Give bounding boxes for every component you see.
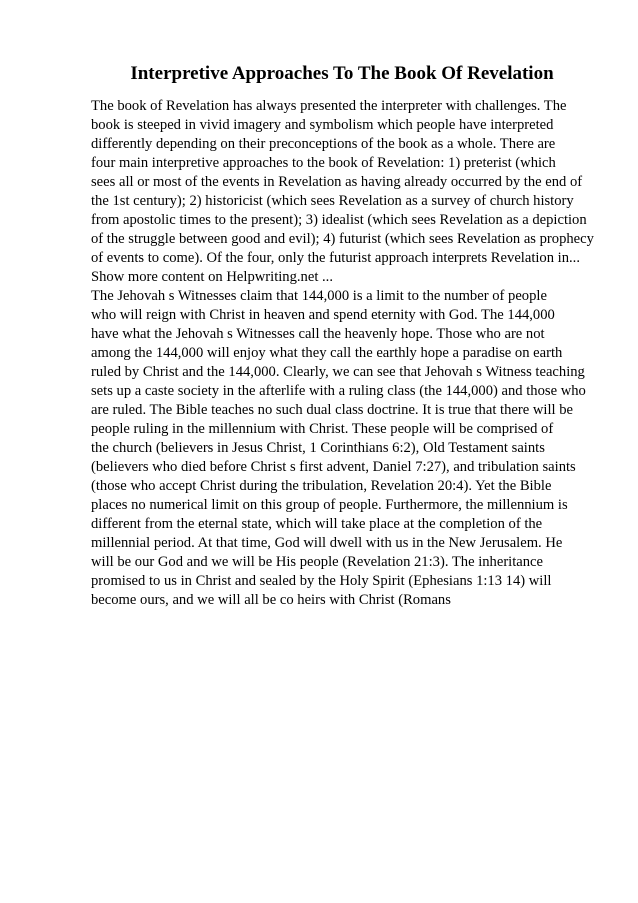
body-line: sets up a caste society in the afterlife with a ruling class (the 144,000) and those who — [91, 383, 586, 399]
body-line: are ruled. The Bible teaches no such dual class doctrine. It is true that there will be — [91, 402, 573, 418]
body-line: differently depending on their preconceptions of the book as a whole. There are — [91, 136, 556, 152]
body-line: promised to us in Christ and sealed by the Holy Spirit (Ephesians 1:13 14) will — [91, 573, 552, 589]
body-line: become ours, and we will all be co heirs with Christ (Romans — [91, 592, 451, 608]
body-line: will be our God and we will be His people (Revelation 21:3). The inheritance — [91, 554, 544, 570]
body-line: sees all or most of the events in Revelation as having already occurred by the end of — [91, 174, 583, 190]
body-line: of the struggle between good and evil); 4) futurist (which sees Revelation as prophecy — [91, 231, 594, 247]
body-line: places no numerical limit on this group of people. Furthermore, the millennium is — [91, 497, 568, 513]
body-line: people ruling in the millennium with Christ. These people will be comprised of — [91, 421, 554, 437]
body-line: of events to come). Of the four, only the futurist approach interprets Revelation in... — [91, 250, 580, 266]
show-more-line: Show more content on Helpwriting.net ... — [91, 269, 333, 285]
body-line: millennial period. At that time, God will dwell with us in the New Jerusalem. He — [91, 535, 563, 551]
body-line: The Jehovah s Witnesses claim that 144,000 is a limit to the number of people — [91, 288, 547, 304]
body-line: (those who accept Christ during the tribulation, Revelation 20:4). Yet the Bible — [91, 478, 552, 494]
body-line: ruled by Christ and the 144,000. Clearly, we can see that Jehovah s Witness teaching — [91, 364, 585, 380]
body-line: from apostolic times to the present); 3) idealist (which sees Revelation as a depiction — [91, 212, 587, 228]
body-line: four main interpretive approaches to the book of Revelation: 1) preterist (which — [91, 155, 556, 171]
body-line: different from the eternal state, which will take place at the completion of the — [91, 516, 543, 532]
body-line: The book of Revelation has always presented the interpreter with challenges. The — [91, 98, 567, 114]
document-body — [91, 97, 621, 610]
body-line: have what the Jehovah s Witnesses call the heavenly hope. Those who are not — [91, 326, 545, 342]
body-line: the church (believers in Jesus Christ, 1 Corinthians 6:2), Old Testament saints — [91, 440, 545, 456]
body-line: who will reign with Christ in heaven and spend eternity with God. The 144,000 — [91, 307, 555, 323]
body-line: the 1st century); 2) historicist (which sees Revelation as a survey of church history — [91, 193, 574, 209]
body-line: (believers who died before Christ s first advent, Daniel 7:27), and tribulation saints — [91, 459, 576, 475]
body-line: among the 144,000 will enjoy what they call the earthly hope a paradise on earth — [91, 345, 563, 361]
document-title: Interpretive Approaches To The Book Of Revelation — [130, 63, 554, 84]
body-line: book is steeped in vivid imagery and symbolism which people have interpreted — [91, 117, 554, 133]
